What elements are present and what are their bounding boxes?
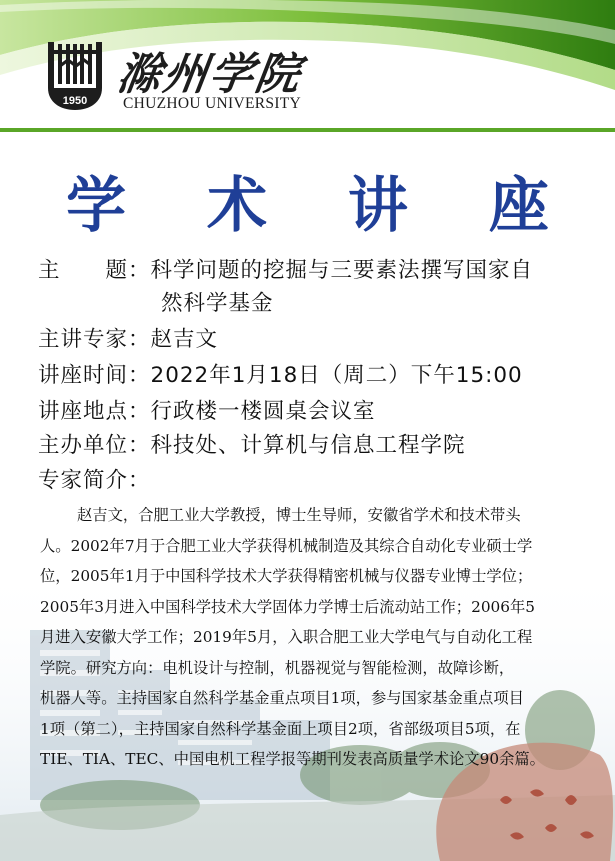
emblem-year: 1950	[62, 95, 88, 107]
bio-label-row	[38, 463, 151, 494]
speaker-value: 赵吉文	[150, 327, 219, 352]
bio-label: 专家简介：	[38, 468, 151, 493]
bio-line: 机器人等。主持国家自然科学基金重点项目1项，参与国家基金重点项目	[40, 689, 524, 707]
time-row	[38, 358, 523, 389]
bio-line: 位，2005年1月于中国科学技术大学获得精密机械与仪器专业博士学位；	[40, 567, 533, 585]
host-row	[38, 428, 466, 459]
host-label: 主办单位：	[38, 433, 151, 458]
time-label: 讲座时间：	[38, 363, 151, 388]
bio-line: 1项（第二），主持国家自然科学基金面上项目2项，省部级项目5项，在	[40, 719, 521, 738]
bio-line: 2005年3月进入中国科学技术大学固体力学博士后流动站工作；2006年5	[40, 597, 536, 616]
time-value: 2022年1月18日（周二）下午15:00	[150, 363, 523, 388]
university-name-cn: 滁州学院	[113, 49, 305, 100]
place-row	[38, 394, 376, 425]
university-emblem	[46, 40, 104, 112]
host-value: 科技处、计算机与信息工程学院	[150, 433, 466, 458]
topic-row	[38, 253, 533, 284]
topic-value: 科学问题的挖掘与三要素法撰写国家自	[150, 258, 534, 283]
university-name-en: CHUZHOU UNIVERSITY	[123, 95, 302, 112]
bio-line: 学院。研究方向：电机设计与控制，机器视觉与智能检测，故障诊断，	[40, 658, 515, 677]
place-label: 讲座地点：	[38, 399, 151, 424]
bio-line: TIE、TIA、TEC、中国电机工程学报等期刊发表高质量学术论文90余篇。	[40, 750, 545, 768]
speaker-label: 主讲专家：	[38, 327, 151, 352]
topic-value-line2: 然科学基金	[161, 291, 274, 316]
topic-label: 主 题：	[38, 258, 151, 283]
speaker-row	[38, 322, 218, 353]
place-value: 行政楼一楼圆桌会议室	[150, 399, 376, 424]
bio-line: 赵吉文，合肥工业大学教授，博士生导师，安徽省学术和技术带头	[77, 506, 521, 524]
page-title: 学 术 讲 座	[66, 171, 579, 241]
bio-line: 人。2002年7月于合肥工业大学获得机械制造及其综合自动化专业硕士学	[40, 536, 533, 555]
speaker-biography	[40, 500, 605, 775]
bio-line: 月进入安徽大学工作；2019年5月，入职合肥工业大学电气与自动化工程	[40, 628, 533, 646]
